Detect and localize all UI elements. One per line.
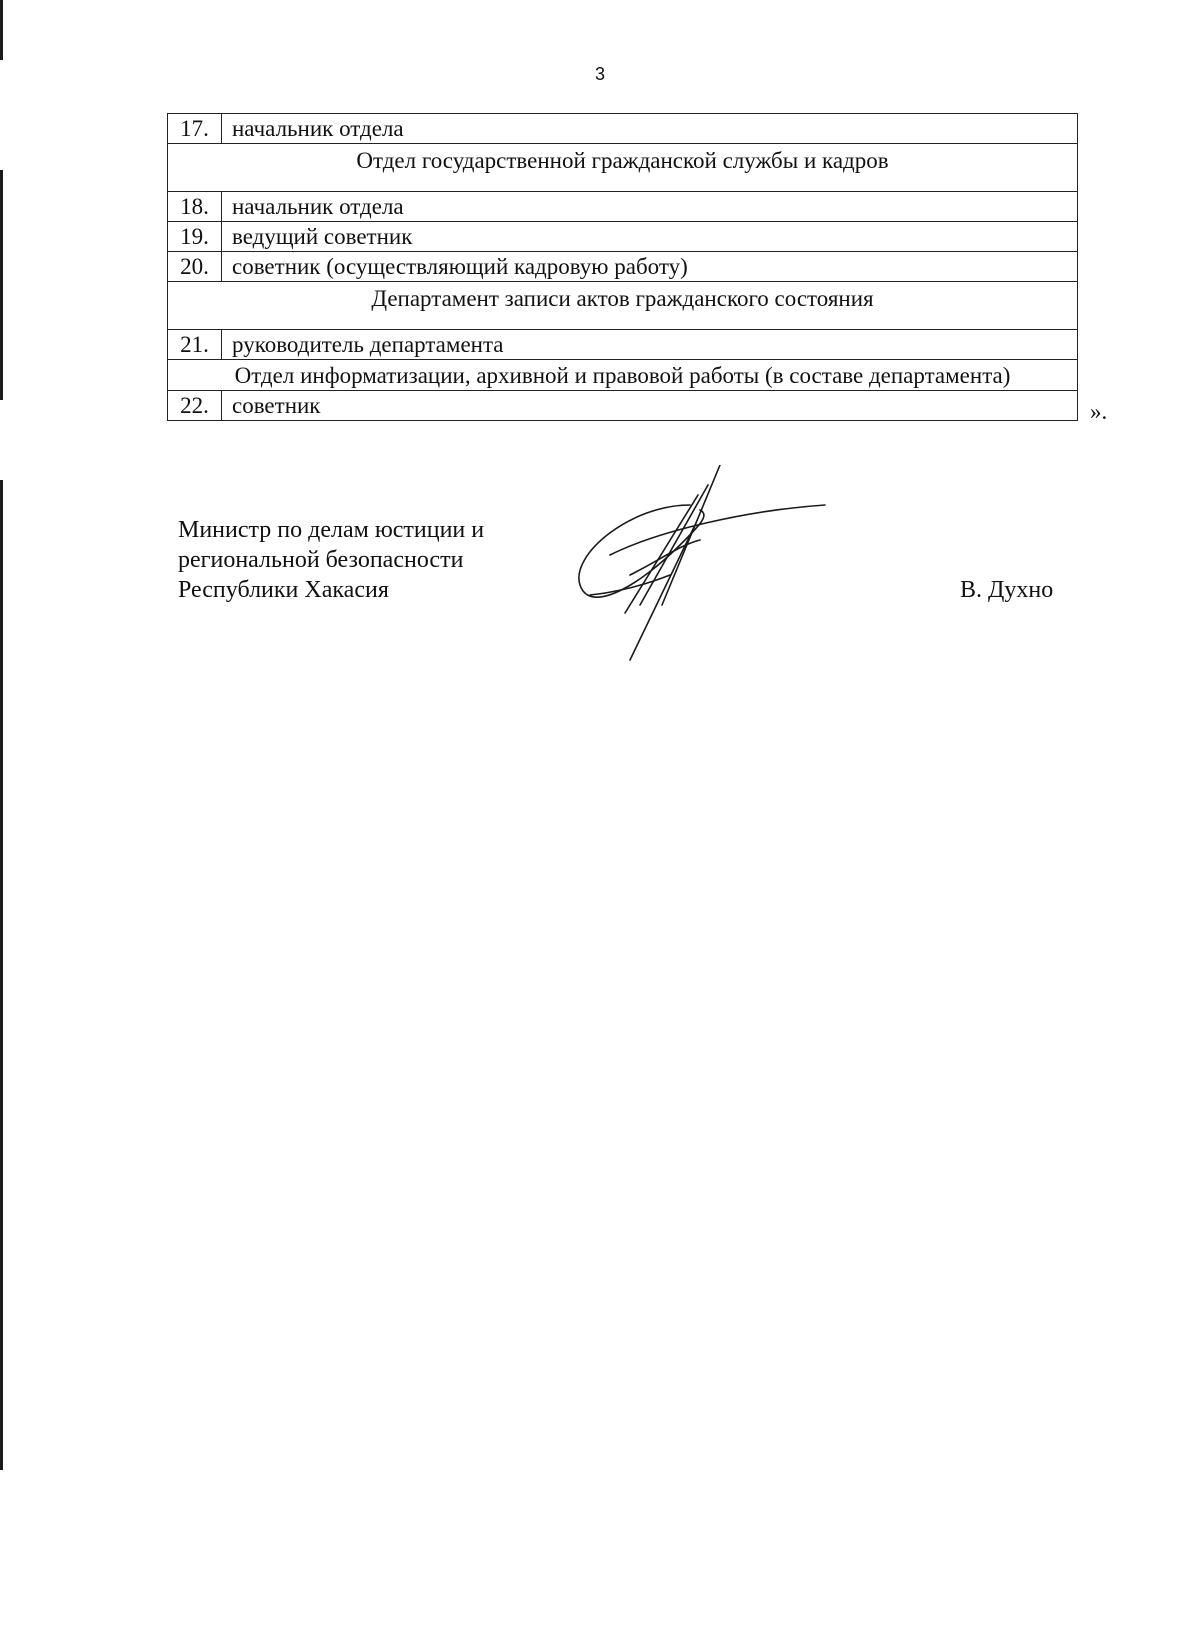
- section-title: Департамент записи актов гражданского состояния: [168, 282, 1078, 330]
- section-title: Отдел государственной гражданской службы и кадров: [168, 144, 1078, 192]
- row-number: 17.: [168, 114, 222, 144]
- table-row: [168, 391, 1078, 421]
- scan-edge: [0, 0, 3, 1650]
- position-title: советник: [222, 391, 1078, 421]
- row-number: 18.: [168, 192, 222, 222]
- row-number: 22.: [168, 391, 222, 421]
- scan-edge-gap: [0, 1470, 3, 1650]
- scan-edge-gap: [0, 400, 3, 480]
- signatory-title: [178, 515, 484, 605]
- position-title: начальник отдела: [222, 114, 1078, 144]
- section-header-row: [168, 282, 1078, 330]
- section-header-row: [168, 360, 1078, 391]
- position-title: советник (осуществляющий кадровую работу): [222, 252, 1078, 282]
- signatory-title-line: Министр по делам юстиции и: [178, 517, 485, 543]
- section-title: Отдел информатизации, архивной и правовой работы (в составе департамента): [168, 360, 1078, 391]
- signature-stroke: [610, 505, 825, 555]
- signatory-title-line: региональной безопасности: [178, 547, 464, 573]
- signature-stroke: [630, 540, 700, 575]
- row-number: 21.: [168, 330, 222, 360]
- table-row: [168, 252, 1078, 282]
- page-number: 3: [594, 64, 605, 84]
- position-title: руководитель департамента: [222, 330, 1078, 360]
- table-row: [168, 330, 1078, 360]
- position-title: начальник отдела: [222, 192, 1078, 222]
- section-header-row: [168, 144, 1078, 192]
- signature-stroke: [640, 485, 708, 605]
- handwritten-signature: [570, 465, 880, 665]
- row-number: 20.: [168, 252, 222, 282]
- signatory-title-line: Республики Хакасия: [178, 577, 389, 603]
- table-row: [168, 114, 1078, 144]
- table-row: [168, 222, 1078, 252]
- position-title: ведущий советник: [222, 222, 1078, 252]
- table-row: [168, 192, 1078, 222]
- row-number: 19.: [168, 222, 222, 252]
- signatory-name: В. Духно: [960, 577, 1054, 603]
- closing-quote: ».: [1090, 399, 1108, 424]
- positions-table: [167, 113, 1078, 421]
